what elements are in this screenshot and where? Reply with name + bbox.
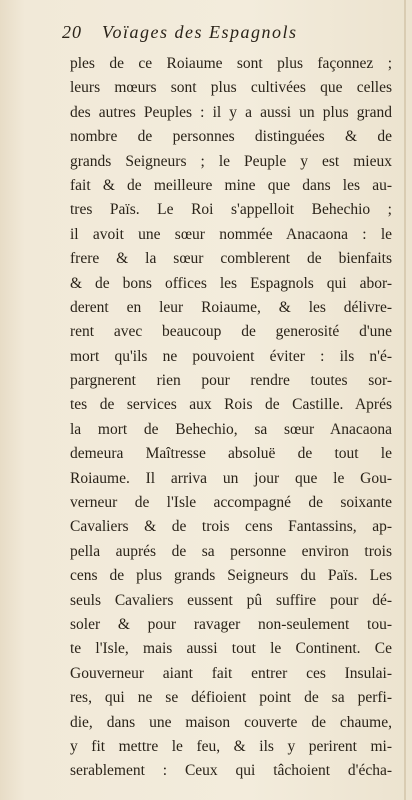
text-line: leurs mœurs sont plus cultivées que celles bbox=[70, 79, 392, 97]
text-line: verneur de l'Isle accompagné de soixante bbox=[70, 494, 392, 512]
text-line: pella auprés de sa personne environ trois bbox=[70, 542, 392, 560]
text-line: fait & de meilleure mine que dans les au- bbox=[70, 176, 392, 194]
text-line: seuls Cavaliers eussent pû suffire pour dé- bbox=[70, 591, 392, 609]
text-line: tes de services aux Rois de Castille. Aprés bbox=[70, 396, 392, 414]
page-header bbox=[62, 22, 362, 52]
text-line: Roiaume. Il arriva un jour que le Gou- bbox=[70, 469, 392, 487]
text-line: res, qui ne se défioient point de sa perfi- bbox=[70, 689, 392, 707]
text-line: Gouverneur aiant fait entrer ces Insulai- bbox=[70, 664, 392, 682]
text-line: nombre de personnes distinguées & de bbox=[70, 128, 392, 146]
text-line: te l'Isle, mais aussi tout le Continent. Ce bbox=[70, 640, 392, 658]
text-line: die, dans une maison couverte de chaume, bbox=[70, 713, 392, 731]
page-edge bbox=[404, 0, 406, 800]
text-line: y fit mettre le feu, & ils y perirent mi- bbox=[70, 737, 392, 755]
text-line: grands Seigneurs ; le Peuple y est mieux bbox=[70, 152, 392, 170]
body-text bbox=[70, 52, 392, 784]
text-line: tres Païs. Le Roi s'appelloit Behechio ; bbox=[70, 201, 392, 219]
text-line: ples de ce Roiaume sont plus façonnez ; bbox=[70, 55, 392, 72]
text-line: cens de plus grands Seigneurs du Païs. Les bbox=[70, 567, 392, 585]
text-line: il avoit une sœur nommée Anacaona : le bbox=[70, 225, 392, 243]
page-number: 20 bbox=[62, 22, 82, 42]
text-line: soler & pour ravager non-seulement tou- bbox=[70, 615, 392, 633]
text-line: serablement : Ceux qui tâchoient d'écha- bbox=[70, 762, 392, 780]
text-line: rent avec beaucoup de generosité d'une bbox=[70, 323, 392, 341]
text-line: mort qu'ils ne pouvoient éviter : ils n'é- bbox=[70, 347, 392, 365]
text-line: des autres Peuples : il y a aussi un plus grand bbox=[70, 103, 392, 121]
text-line: pargnerent rien pour rendre toutes sor- bbox=[70, 372, 392, 390]
text-line: & de bons offices les Espagnols qui abor- bbox=[70, 274, 392, 292]
text-line: la mort de Behechio, sa sœur Anacaona bbox=[70, 420, 392, 438]
text-line: frere & la sœur comblerent de bienfaits bbox=[70, 250, 392, 268]
text-line: demeura Maîtresse absoluë de tout le bbox=[70, 445, 392, 463]
text-line: derent en leur Roiaume, & les délivre- bbox=[70, 298, 392, 316]
running-title: Voïages des Espagnols bbox=[102, 22, 298, 42]
text-line: Cavaliers & de trois cens Fantassins, ap- bbox=[70, 518, 392, 536]
